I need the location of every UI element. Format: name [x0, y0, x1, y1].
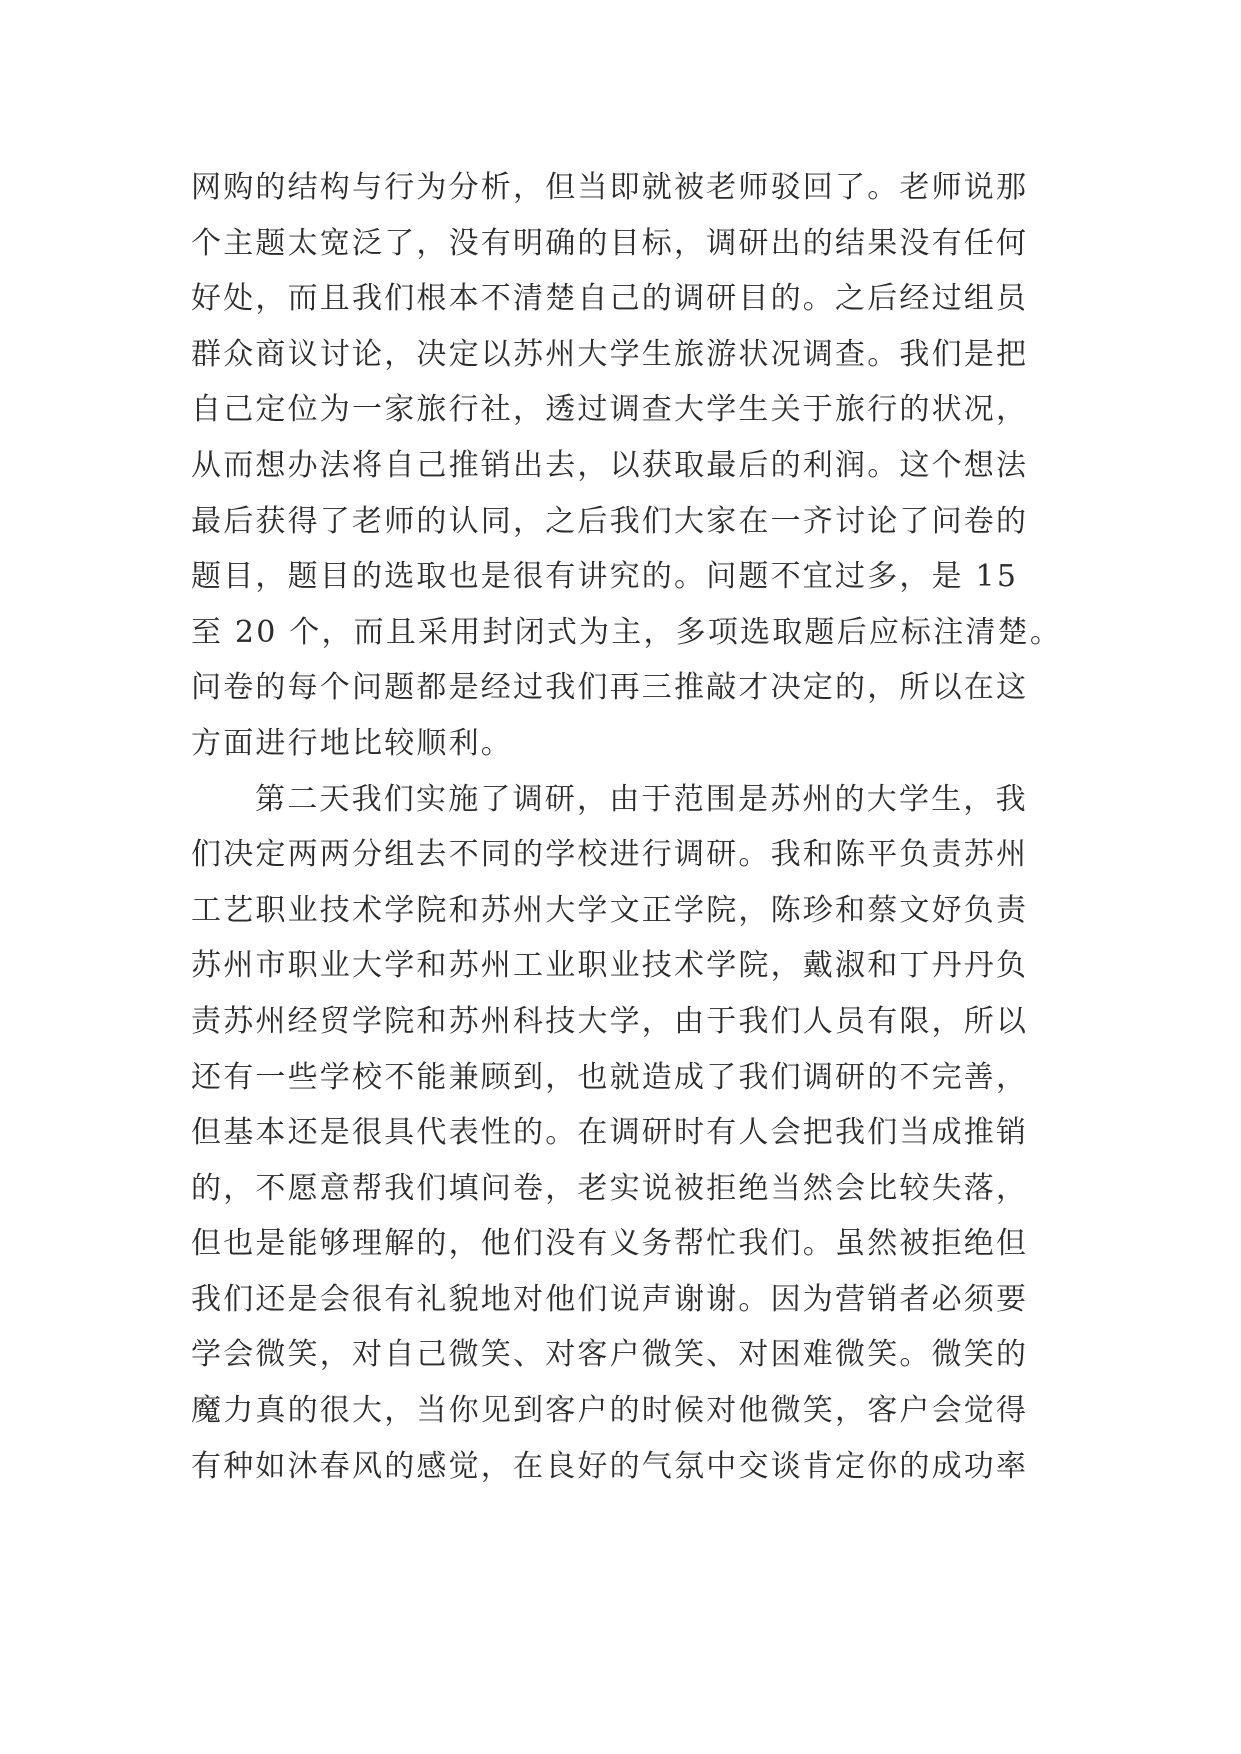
paragraph-2	[191, 772, 1071, 1495]
text-line: 方面进行地比较顺利。	[191, 725, 513, 761]
text-line: 从而想办法将自己推销出去，以获取最后的利润。这个想法	[191, 447, 1029, 483]
text-line: 工艺职业技术学院和苏州大学文正学院，陈珍和蔡文妤负责	[191, 892, 1029, 928]
text-line: 至 20 个，而且采用封闭式为主，多项选取题后应标注清楚。	[191, 614, 1063, 650]
paragraph-1	[191, 160, 1071, 772]
text-line: 魔力真的很大，当你见到客户的时候对他微笑，客户会觉得	[191, 1393, 1029, 1429]
text-line: 最后获得了老师的认同，之后我们大家在一齐讨论了问卷的	[191, 503, 1029, 539]
text-line: 但也是能够理解的，他们没有义务帮忙我们。虽然被拒绝但	[191, 1226, 1029, 1262]
text-line: 题目，题目的选取也是很有讲究的。问题不宜过多，是 15	[191, 559, 1019, 595]
text-line: 我们还是会很有礼貌地对他们说声谢谢。因为营销者必须要	[191, 1281, 1029, 1317]
text-line: 个主题太宽泛了，没有明确的目标，调研出的结果没有任何	[191, 225, 1029, 261]
text-line: 但基本还是很具代表性的。在调研时有人会把我们当成推销	[191, 1115, 1029, 1151]
text-line: 好处，而且我们根本不清楚自己的调研目的。之后经过组员	[191, 281, 1029, 317]
text-line: 的，不愿意帮我们填问卷，老实说被拒绝当然会比较失落，	[191, 1170, 1029, 1206]
text-line: 有种如沐春风的感觉，在良好的气氛中交谈肯定你的成功率	[191, 1448, 1029, 1484]
text-line: 们决定两两分组去不同的学校进行调研。我和陈平负责苏州	[191, 837, 1029, 873]
document-body	[191, 160, 1071, 1494]
text-line: 问卷的每个问题都是经过我们再三推敲才决定的，所以在这	[191, 670, 1029, 706]
text-line: 苏州市职业大学和苏州工业职业技术学院，戴淑和丁丹丹负	[191, 948, 1029, 984]
text-line: 群众商议讨论，决定以苏州大学生旅游状况调查。我们是把	[191, 336, 1029, 372]
text-line-indented: 第二天我们实施了调研，由于范围是苏州的大学生，我	[255, 781, 1028, 817]
text-line: 网购的结构与行为分析，但当即就被老师驳回了。老师说那	[191, 170, 1029, 205]
text-line: 责苏州经贸学院和苏州科技大学，由于我们人员有限，所以	[191, 1003, 1029, 1039]
text-line: 自己定位为一家旅行社，透过调查大学生关于旅行的状况，	[191, 392, 1029, 428]
text-line: 还有一些学校不能兼顾到，也就造成了我们调研的不完善，	[191, 1059, 1029, 1095]
text-line: 学会微笑，对自己微笑、对客户微笑、对困难微笑。微笑的	[191, 1337, 1029, 1373]
